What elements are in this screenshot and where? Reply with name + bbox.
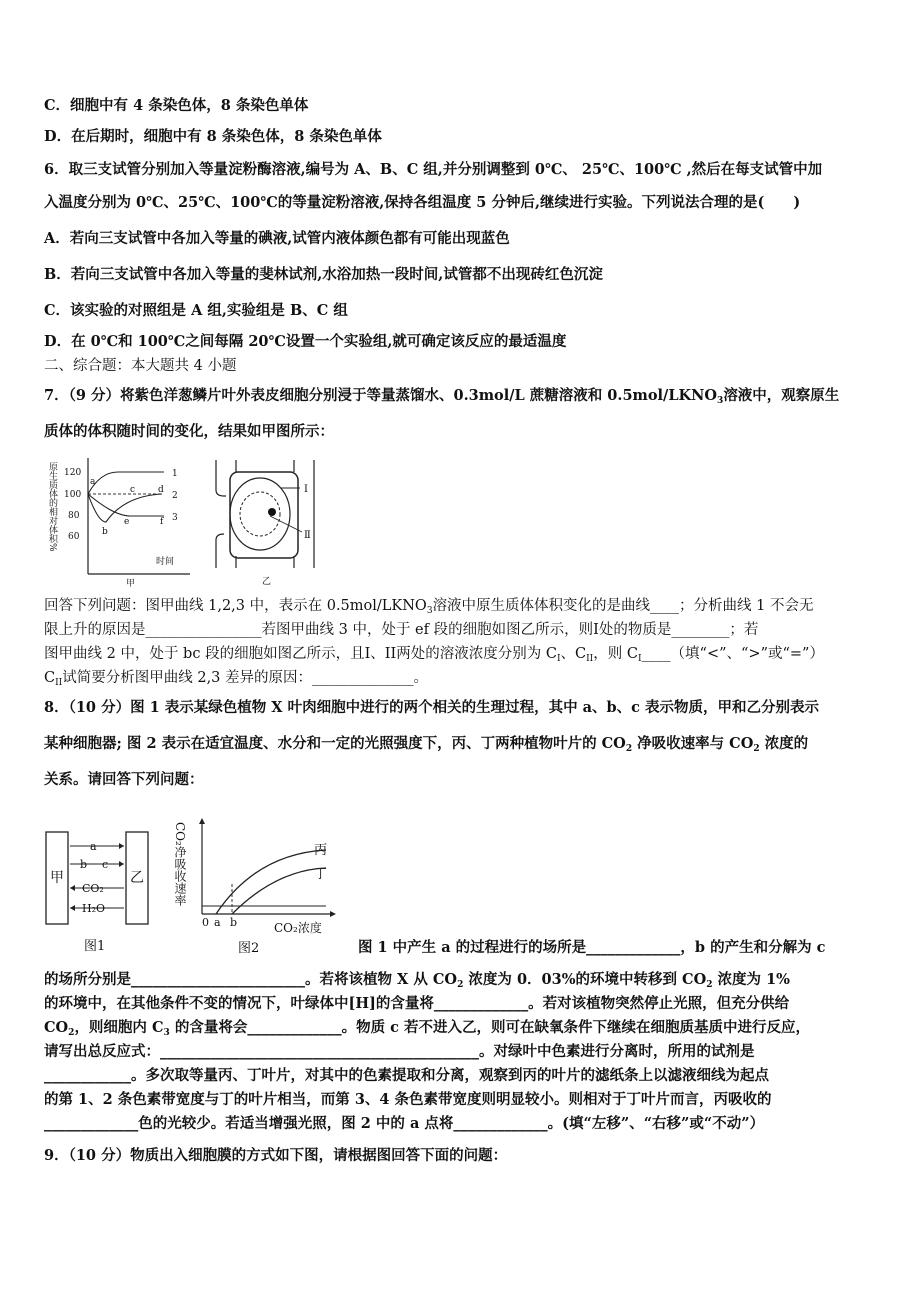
caption-fig1: 图1: [84, 939, 106, 954]
q5-option-d: D．在后期时，细胞中有 8 条染色体，8 条染色单体: [44, 128, 382, 145]
q6-option-a: A．若向三支试管中各加入等量的碘液,试管内液体颜色都有可能出现蓝色: [44, 230, 510, 247]
point-c: c: [130, 485, 136, 495]
point-b: b: [102, 527, 108, 537]
fig2-series-bing: 丙: [314, 843, 328, 858]
figure-1: [44, 826, 154, 956]
point-a: a: [90, 477, 96, 487]
q7-answer-line3: 图甲曲线 2 中，处于 bc 段的细胞如图乙所示，且I、II两处的溶液浓度分别为 $C_I$、$C_{II}$，则 $C_I\_\_\_\_$（填“<”、“>”或“=”）: [44, 646, 824, 664]
q7-stem-line1: 7．（9 分）将紫色洋葱鳞片叶外表皮细胞分别浸于等量蒸馏水、0.3mol/L 蔗糖溶液和 $0.5mol/LKNO_3$溶液中，观察原生: [44, 387, 840, 406]
figure-2: [173, 814, 342, 958]
q7-answer-line2: 限上升的原因是________________若图甲曲线 3 中，处于 ef 段的细胞如图乙所示，则I处的物质是________；若: [44, 622, 759, 638]
fig1-jia: 甲: [50, 870, 64, 886]
label-I: I: [304, 484, 308, 495]
q8-stem-line2: 某种细胞器; 图 2 表示在适宜温度、水分和一定的光照强度下，丙、丁两种植物叶片的 $CO_2$ 净吸收速率与 $CO_2$ 浓度的: [44, 735, 809, 754]
q5-option-c: C．细胞中有 4 条染色体，8 条染色单体: [44, 97, 309, 114]
q9-stem: 9．（10 分）物质出入细胞膜的方式如下图，请根据图回答下面的问题：: [44, 1147, 508, 1164]
q7-stem-line2: 质体的体积随时间的变化，结果如甲图所示：: [44, 423, 334, 440]
q6-option-b: B．若向三支试管中各加入等量的斐林试剂,水浴加热一段时间,试管都不出现砖红色沉淀: [44, 266, 603, 283]
q8-question-line5: 请写出总反应式：____________________________________________。对绿叶中色素进行分离时，所用的试剂是: [44, 1043, 755, 1060]
curve-label-3: 3: [172, 513, 178, 523]
q8-stem-line3: 关系。请回答下列问题：: [44, 771, 204, 788]
q7-answer-line1: 回答下列问题：图甲曲线 1,2,3 中，表示在 $0.5mol/LKNO_3$溶液中原生质体体积变化的是曲线____；分析曲线 1 不会无: [44, 598, 814, 616]
caption-yi: 乙: [262, 577, 272, 587]
curve-1: [88, 472, 164, 494]
fig2-point-a: a: [214, 916, 221, 929]
ytick-100: 100: [64, 490, 82, 500]
q6-stem-line1: 6．取三支试管分别加入等量淀粉酶溶液,编号为 A、B、C 组,并分别调整到 0℃、 25℃、100℃ ,然后在每支试管中加: [44, 161, 823, 178]
ytick-60: 60: [68, 532, 80, 542]
point-e: e: [124, 517, 130, 527]
q8-question-line2: 的场所分别是________________________。若将该植物 X 从 $CO_2$ 浓度为 0．03%的环境中转移到 $CO_2$ 浓度为 1%: [44, 971, 790, 990]
arrow-h2o: H₂O: [82, 902, 106, 915]
figure-jia: [44, 452, 194, 590]
curve-label-2: 2: [172, 491, 178, 501]
caption-fig2: 图2: [238, 941, 260, 956]
point-f: f: [160, 517, 164, 527]
caption-jia: 甲: [126, 579, 136, 589]
fig2-xlabel: CO₂浓度: [274, 921, 322, 935]
curve-label-1: 1: [172, 469, 178, 479]
q8-question-line1: 图 1 中产生 a 的过程进行的场所是_____________，b 的产生和分解为 c: [358, 939, 826, 956]
fig1-yi: 乙: [130, 870, 144, 886]
fig2-ylabel: CO₂净吸收速率: [173, 822, 187, 906]
arrow-c: c: [102, 858, 109, 871]
q8-question-line4: $CO_2$，则细胞内 $C_3$ 的含量将会_____________。物质 c 若不进入乙，则可在缺氧条件下继续在细胞质基质中进行反应，: [44, 1019, 811, 1038]
figure-jia-ylabel: 原生质体的相对体积%: [47, 462, 57, 552]
section-header: 二、综合题：本大题共 4 小题: [44, 358, 237, 374]
curve-3: [88, 494, 164, 516]
q8-question-line7: 的第 1、2 条色素带宽度与丁的叶片相当，而第 3、4 条色素带宽度则明显较小。则相对于丁叶片而言，丙吸收的: [44, 1091, 772, 1108]
curve-ding: [232, 868, 326, 914]
label-II: Ⅱ: [304, 530, 311, 541]
fig2-origin: 0: [202, 916, 209, 929]
q6-option-d: D．在 0℃和 100℃之间每隔 20℃设置一个实验组,就可确定该反应的最适温度: [44, 333, 567, 350]
fig2-series-ding: 丁: [314, 867, 328, 882]
q6-stem-line2: 入温度分别为 0℃、25℃、100℃的等量淀粉溶液,保持各组温度 5 分钟后,继续进行实验。下列说法合理的是( ): [44, 194, 801, 211]
q8-question-line3: 的环境中，在其他条件不变的情况下，叶绿体中[H]的含量将_____________。若对该植物突然停止光照，但充分供给: [44, 995, 790, 1012]
point-d: d: [158, 485, 164, 495]
figure-yi: [206, 456, 326, 590]
arrow-b: b: [80, 858, 88, 871]
q7-answer-line4: $C_{II}$试简要分析图甲曲线 2,3 差异的原因：______________。: [44, 670, 429, 688]
fig2-point-b: b: [230, 916, 238, 929]
ytick-120: 120: [64, 468, 82, 478]
arrow-co2: CO₂: [82, 882, 104, 895]
q8-question-line8: _____________色的光较少。若适当增强光照，图 2 中的 a 点将_____________。(填“左移”、“右移”或“不动”）: [44, 1115, 765, 1132]
ytick-80: 80: [68, 511, 80, 521]
q6-option-c: C．该实验的对照组是 A 组,实验组是 B、C 组: [44, 302, 348, 319]
q8-stem-line1: 8．（10 分）图 1 表示某绿色植物 X 叶肉细胞中进行的两个相关的生理过程，其中 a、b、c 表示物质，甲和乙分别表示: [44, 699, 820, 716]
xlabel-time: 时间: [156, 557, 175, 567]
q8-question-line6: ____________。多次取等量丙、丁叶片，对其中的色素提取和分离，观察到丙的叶片的滤纸条上以滤液细线为起点: [44, 1067, 769, 1084]
arrow-a: a: [90, 840, 97, 853]
